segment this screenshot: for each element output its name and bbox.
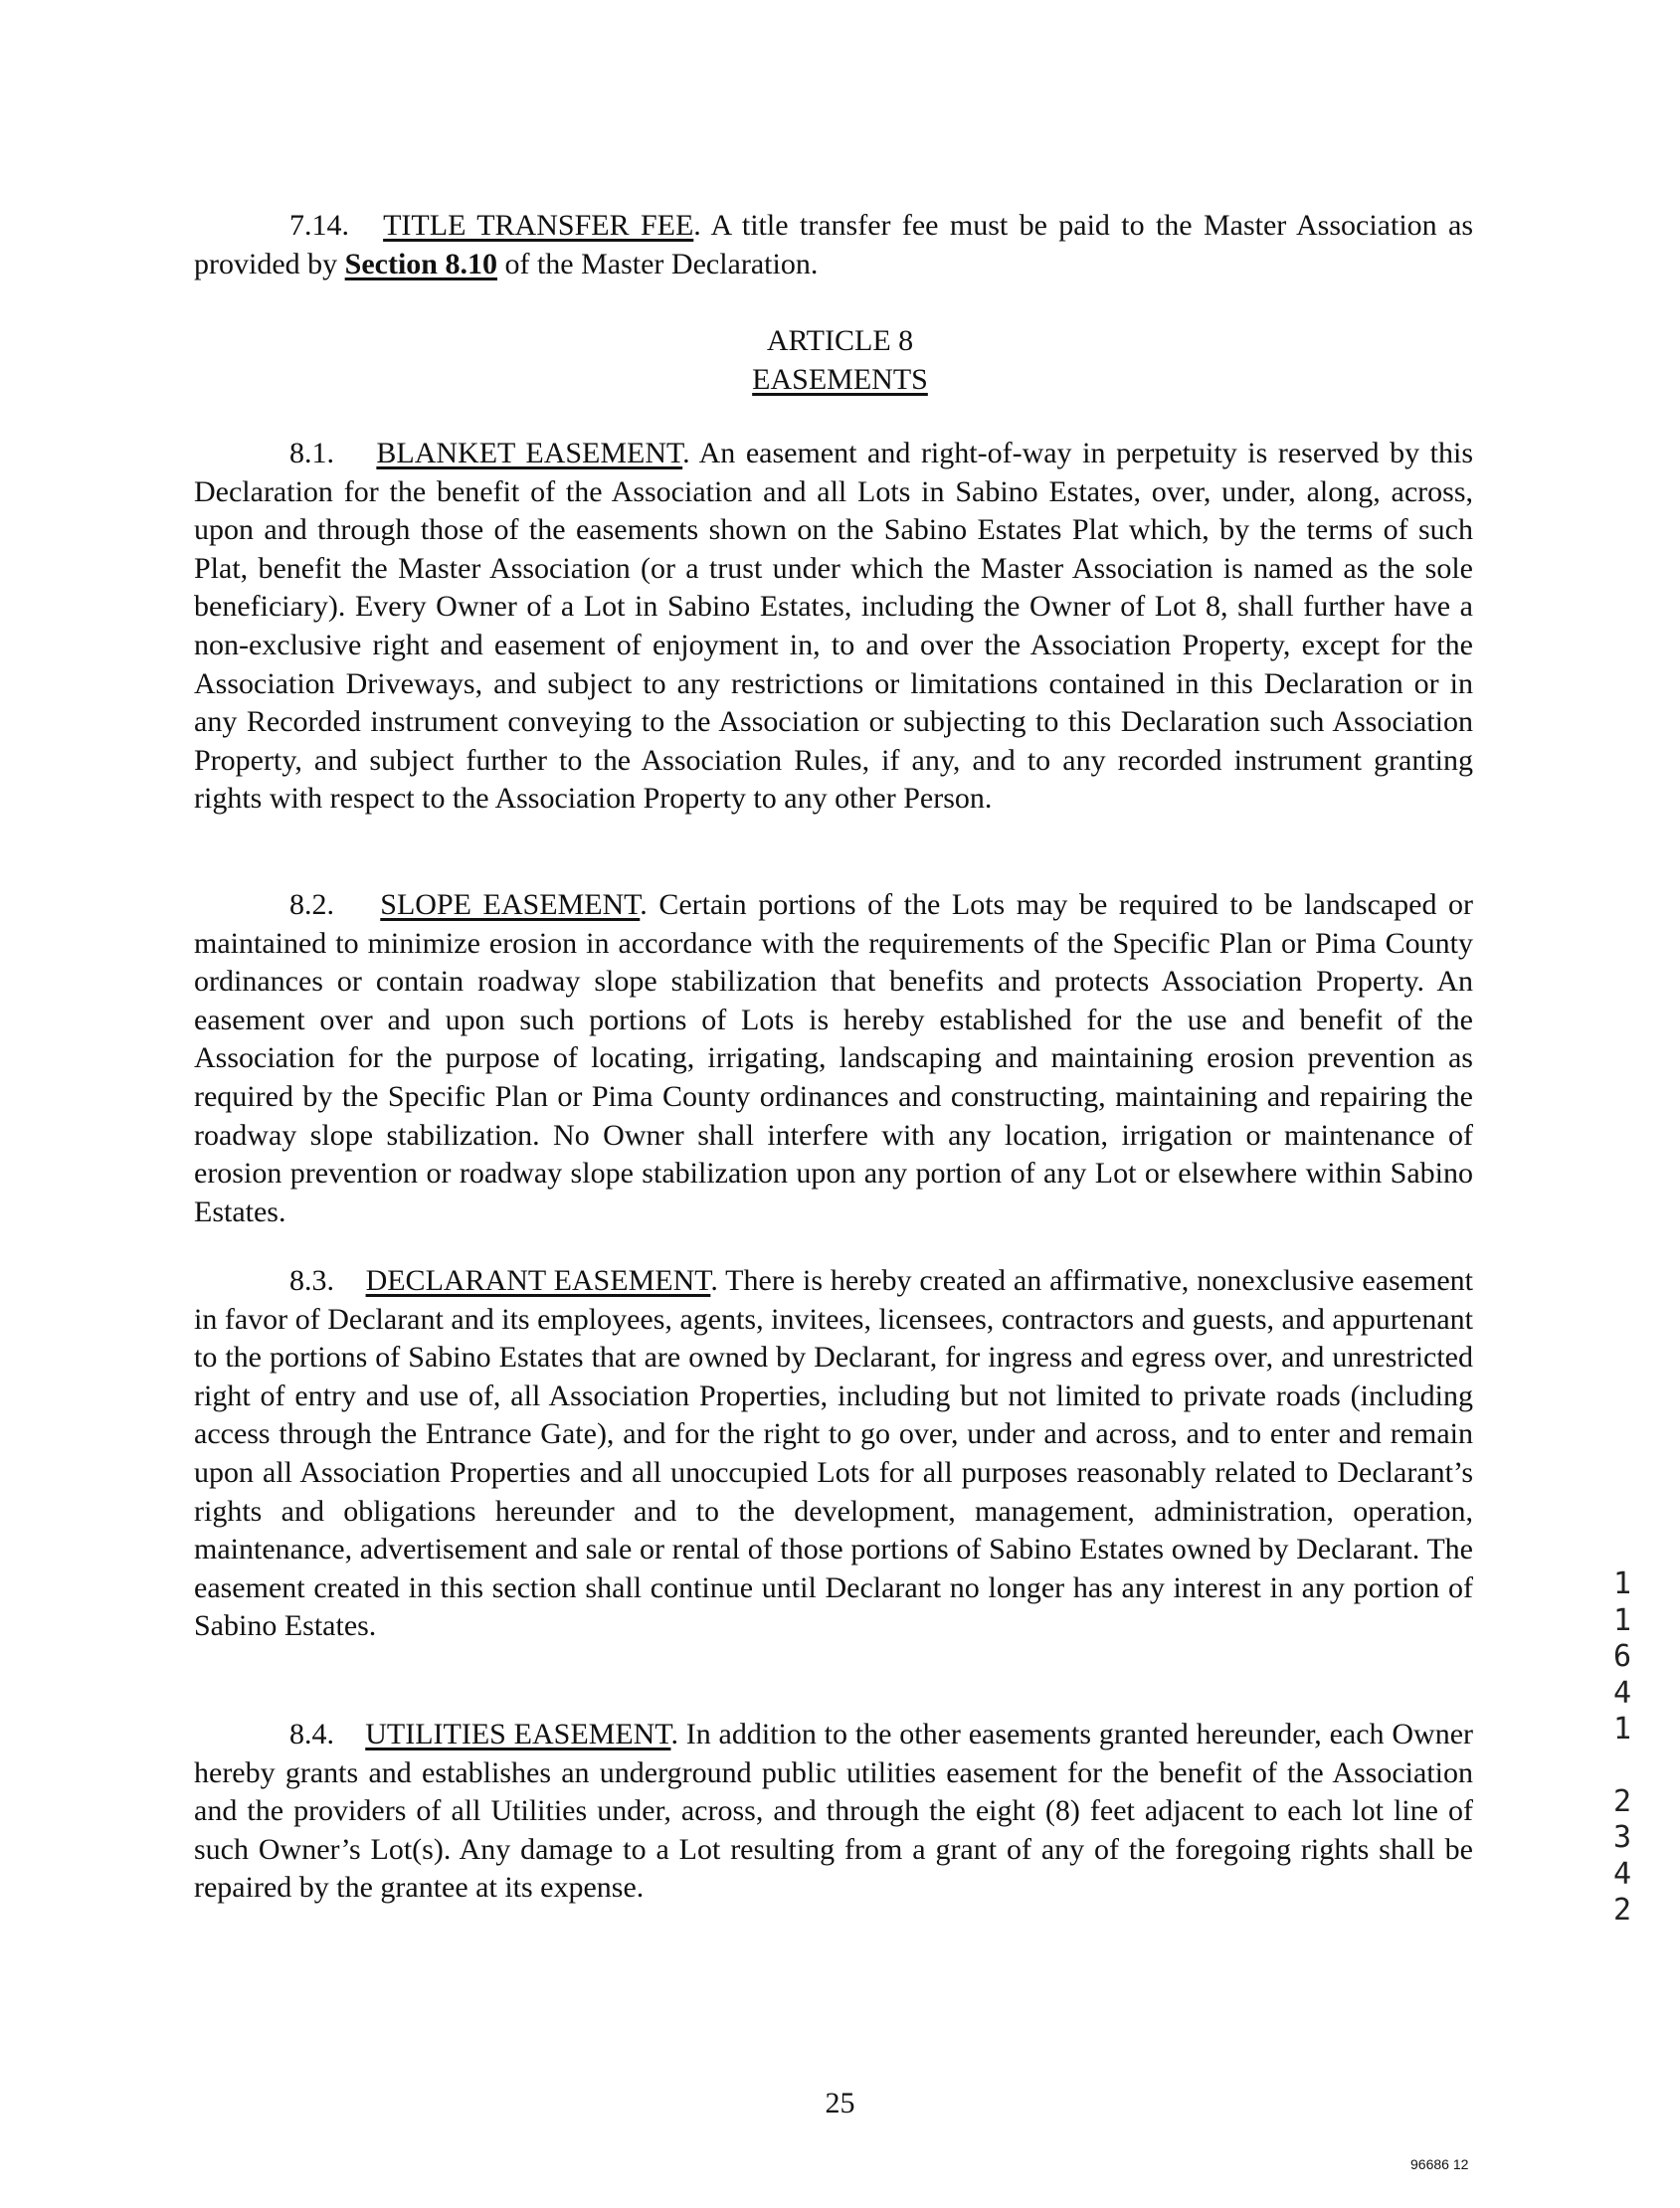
stamp-digit: 1	[1612, 1712, 1632, 1747]
section-number: 7.14.	[289, 209, 349, 242]
article-heading	[0, 321, 1680, 399]
section-title: TITLE TRANSFER FEE	[383, 209, 694, 242]
stamp-digit: 6	[1612, 1639, 1632, 1674]
section-text: . There is hereby created an affirmative, nonexclusive easement in favor of Declarant and its employees, agents, invitees, licensees, contractors and guests, and appurtenant to the portions of Sabino Estates that are owned by Declarant, for ingress and egress over, and unrestricted right of entry and use of, all Association Properties, including but not limited to private roads (including access through the Entrance Gate), and for the right to go over, under and across, and to enter and remain upon all Association Properties and all unoccupied Lots for all purposes reasonably related to Declarant’s rights and obligations hereunder and to the development, management, administration, operation, maintenance, advertisement and sale or rental of those portions of Sabino Estates owned by Declarant. The easement created in this section shall continue until Declarant no longer has any interest in any portion of Sabino Estates.	[194, 1264, 1473, 1643]
section-text: . An easement and right-of-way in perpetuity is reserved by this Declaration for the benefit of the Association and all Lots in Sabino Estates, over, under, along, across, upon and through those of the easements shown on the Sabino Estates Plat which, by the terms of such Plat, benefit the Master Association (or a trust under which the Master Association is named as the sole beneficiary). Every Owner of a Lot in Sabino Estates, including the Owner of Lot 8, shall further have a non-exclusive right and easement of enjoyment in, to and over the Association Property, except for the Association Driveways, and subject to any restrictions or limitations contained in this Declaration or in any Recorded instrument conveying to the Association or subjecting to this Declaration such Association Property, and subject further to the Association Rules, if any, and to any recorded instrument granting rights with respect to the Association Property to any other Person.	[194, 437, 1474, 816]
stamp-digit: 3	[1612, 1820, 1632, 1855]
section-title: DECLARANT EASEMENT	[365, 1264, 711, 1297]
section-text: . In addition to the other easements granted hereunder, each Owner hereby grants and establishes an underground public utilities easement for the benefit of the Association and the providers of all Utilities under, across, and through the eight (8) feet adjacent to each lot line of such Owner’s Lot(s). Any damage to a Lot resulting from a grant of any of the foregoing rights shall be repaired by the grantee at its expense.	[194, 1718, 1474, 1905]
stamp-spacer	[1602, 1748, 1642, 1784]
section-number: 8.4.	[289, 1718, 334, 1750]
article-label: ARTICLE 8	[766, 324, 914, 357]
stamp-digit: 4	[1612, 1675, 1632, 1711]
section-title: SLOPE EASEMENT	[380, 888, 641, 921]
section-8-1	[194, 435, 1473, 819]
section-title: UTILITIES EASEMENT	[365, 1718, 671, 1750]
section-text: . A title transfer fee must be paid to the Master Association as provided by	[194, 209, 1474, 280]
section-number: 8.3.	[289, 1264, 334, 1297]
stamp-digit: 2	[1612, 1783, 1632, 1819]
section-title: BLANKET EASEMENT	[376, 437, 683, 469]
stamp-digit: 1	[1612, 1602, 1632, 1638]
stamp-digit: 4	[1612, 1856, 1632, 1892]
section-7-14	[194, 207, 1473, 283]
section-8-3	[194, 1262, 1473, 1646]
page-number: 25	[825, 2087, 855, 2119]
recording-stamp	[1602, 1566, 1642, 1930]
stamp-digit: 2	[1612, 1893, 1632, 1928]
document-code: 96686 12	[1410, 2156, 1469, 2172]
section-8-4	[194, 1716, 1473, 1908]
section-8-2	[194, 886, 1473, 1231]
article-title: EASEMENTS	[752, 363, 928, 396]
section-text-end: of the Master Declaration.	[496, 247, 819, 280]
section-reference: Section 8.10	[344, 247, 497, 280]
section-number: 8.1.	[289, 437, 334, 469]
stamp-digit: 1	[1612, 1566, 1632, 1601]
section-text: . Certain portions of the Lots may be required to be landscaped or maintained to minimize erosion in accordance with the requirements of the Specific Plan or Pima County ordinances or contain roadway slope stabilization that benefits and protects Association Property. An easement over and upon such portions of Lots is hereby established for the use and benefit of the Association for the purpose of locating, irrigating, landscaping and maintaining erosion prevention as required by the Specific Plan or Pima County ordinances and constructing, maintaining and repairing the roadway slope stabilization. No Owner shall interfere with any location, irrigation or maintenance of erosion prevention or roadway slope stabilization upon any portion of any Lot or elsewhere within Sabino Estates.	[194, 888, 1473, 1228]
section-number: 8.2.	[289, 888, 334, 921]
